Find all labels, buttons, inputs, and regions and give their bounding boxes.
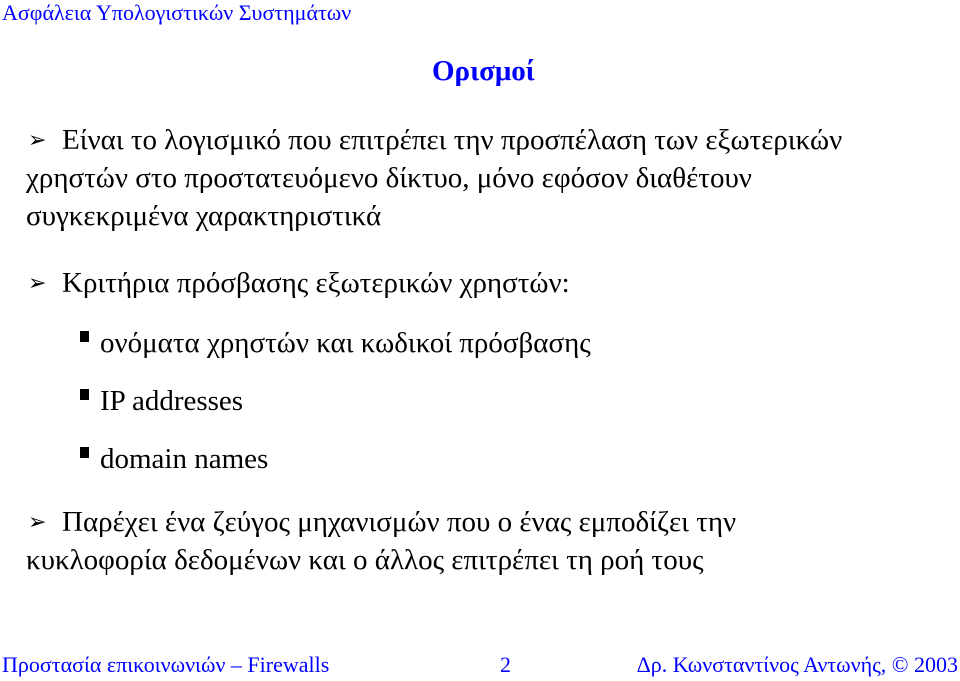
bullet-text: Παρέχει ένα ζεύγος μηχανισμών που ο ένας εμποδίζει την: [62, 506, 737, 538]
bullet-1: [28, 121, 928, 235]
slide-title: Ορισμοί: [432, 55, 535, 87]
arrow-bullet-icon: ➢: [28, 270, 47, 295]
sub-bullet-text: domain names: [100, 443, 269, 475]
square-bullet-icon: [80, 331, 89, 342]
square-bullet-icon: [80, 447, 89, 458]
footer-topic: Προστασία επικοινωνιών – Firewalls: [2, 652, 330, 677]
bullet-text: κυκλοφορία δεδομένων και ο άλλος επιτρέπει τη ροή τους: [26, 544, 704, 576]
sub-bullet-text: IP addresses: [100, 385, 244, 417]
sub-bullet-1: [80, 324, 591, 362]
sub-bullet-3: [80, 440, 268, 478]
arrow-bullet-icon: ➢: [28, 127, 47, 152]
bullet-text: Κριτήρια πρόσβασης εξωτερικών χρηστών:: [62, 267, 570, 299]
square-bullet-icon: [80, 389, 89, 400]
arrow-bullet-icon: ➢: [28, 509, 47, 534]
sub-bullet-text: ονόματα χρηστών και κωδικοί πρόσβασης: [100, 327, 591, 359]
bullet-2: [28, 264, 928, 302]
page-number: 2: [500, 652, 511, 677]
bullet-text: συγκεκριμένα χαρακτηριστικά: [26, 200, 382, 232]
sub-bullet-2: [80, 382, 243, 420]
course-header: Ασφάλεια Υπολογιστικών Συστημάτων: [2, 0, 352, 25]
footer-author: Δρ. Κωνσταντίνος Αντωνής, © 2003: [636, 652, 958, 677]
bullet-text: χρηστών στο προστατευόμενο δίκτυο, μόνο εφόσον διαθέτουν: [26, 162, 752, 194]
slide-footer: [0, 650, 960, 680]
bullet-text: Είναι το λογισμικό που επιτρέπει την προσπέλαση των εξωτερικών: [62, 124, 843, 156]
bullet-3: [28, 503, 928, 579]
